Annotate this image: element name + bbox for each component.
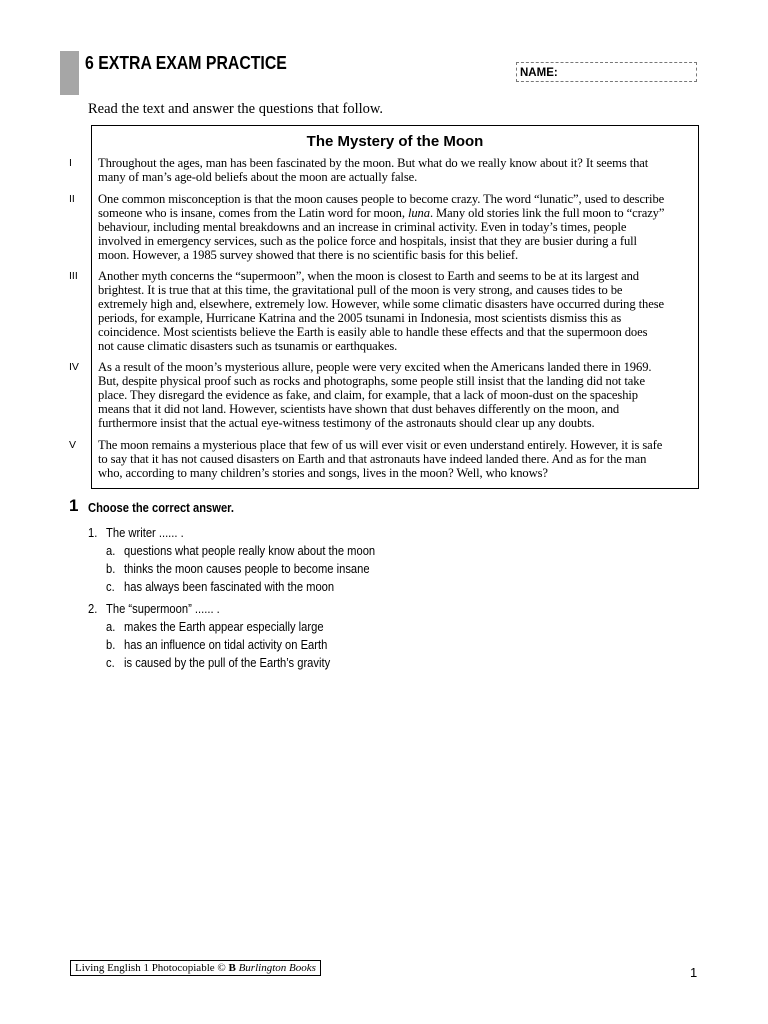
question-number: 1.	[88, 525, 98, 540]
answer-option[interactable]	[106, 637, 327, 652]
paragraph-5	[98, 438, 694, 480]
paragraph-line: place. They disregard the evidence as fake, and claim, for example, that a lack of moon-dust on the spaceship	[98, 388, 638, 402]
question-number: 2.	[88, 601, 98, 616]
question-stem: The “supermoon” ...... .	[106, 601, 220, 616]
italic-word: luna	[407, 206, 430, 220]
paragraph-numeral: II	[69, 193, 75, 205]
paragraph-line: many of man’s age-old beliefs about the moon are actually false.	[98, 170, 418, 184]
name-label: NAME:	[520, 67, 558, 79]
publisher-name: Burlington Books	[238, 962, 316, 974]
line-text: . Many old stories link the full moon to “crazy”	[429, 206, 665, 220]
paragraph-line: As a result of the moon’s mysterious allure, people were very excited when the Americans landed there in 1969.	[98, 360, 652, 374]
paragraph-line: periods, for example, Hurricane Katrina and the 2005 tsunami in Indonesia, most scientists dismiss this as	[98, 311, 622, 325]
option-letter: a.	[106, 619, 116, 634]
paragraph-2	[98, 192, 694, 262]
paragraph-1	[98, 156, 694, 184]
answer-option[interactable]	[106, 579, 334, 594]
exercise-number: 1	[69, 496, 79, 515]
paragraph-line: involved in emergency services, such as the police force and hospitals, insist that they are busier during a full	[98, 234, 637, 248]
paragraph-line: who, according to many children’s stories and songs, lives in the moon? Well, who knows?	[98, 466, 548, 480]
paragraph-line: Another myth concerns the “supermoon”, when the moon is closest to Earth and seems to be at its largest and	[98, 269, 639, 283]
paragraph-4	[98, 360, 694, 430]
question-2	[88, 601, 220, 616]
paragraph-line: not cause climatic disasters such as tsunamis or earthquakes.	[98, 339, 398, 353]
option-text: has always been fascinated with the moon	[124, 579, 335, 594]
paragraph-line: coincidence. Most scientists believe the Earth is easily able to handle these effects and that the supermoon does	[98, 325, 648, 339]
page-number: 1	[690, 965, 698, 980]
question-1	[88, 525, 184, 540]
paragraph-line: One common misconception is that the moon causes people to become crazy. The word “lunatic”, used to describe	[98, 192, 665, 206]
paragraph-numeral: IV	[69, 361, 79, 373]
paragraph-line: The moon remains a mysterious place that few of us will ever visit or even understand entirely. However, it is safe	[98, 438, 663, 452]
option-letter: a.	[106, 543, 116, 558]
option-text: has an influence on tidal activity on Earth	[124, 637, 328, 652]
paragraph-line: brightest. It is true that at this time, the gravitational pull of the moon is very strong, and causes tides to be	[98, 283, 623, 297]
paragraph-line	[98, 206, 694, 220]
paragraph-line: to say that it has not caused disasters on Earth and that astronauts have indeed landed there. And as for the man	[98, 452, 647, 466]
line-text: someone who is insane, comes from the Latin word for moon,	[98, 206, 408, 220]
answer-option[interactable]	[106, 543, 375, 558]
unit-title: 6 EXTRA EXAM PRACTICE	[85, 53, 287, 73]
text-title: The Mystery of the Moon	[306, 133, 484, 150]
option-text: thinks the moon causes people to become insane	[124, 561, 370, 576]
footer-copyright	[70, 960, 321, 976]
burlington-logo-icon: B	[228, 962, 236, 974]
paragraph-line: extremely high and, elsewhere, extremely low. However, while some climatic disasters have occurred during these	[98, 297, 664, 311]
name-field[interactable]	[516, 62, 697, 82]
option-text: is caused by the pull of the Earth’s gravity	[124, 655, 331, 670]
paragraph-line: Throughout the ages, man has been fascinated by the moon. But what do we really know about it? It seems that	[98, 156, 649, 170]
exercise-instruction: Choose the correct answer.	[88, 500, 235, 515]
paragraph-numeral: III	[69, 270, 78, 282]
option-letter: c.	[106, 655, 115, 670]
answer-option[interactable]	[106, 561, 370, 576]
section-color-bar	[60, 51, 79, 95]
option-letter: b.	[106, 561, 116, 576]
footer-text: Living English 1 Photocopiable ©	[75, 962, 229, 974]
answer-option[interactable]	[106, 619, 324, 634]
paragraph-numeral: V	[69, 439, 77, 451]
paragraph-line: moon. However, a 1985 survey showed that there is no scientific basis for this belief.	[98, 248, 519, 262]
option-text: questions what people really know about the moon	[124, 543, 376, 558]
paragraph-line: furthermore insist that the actual eye-witness testimony of the astronauts should clear up any doubts.	[98, 416, 595, 430]
option-text: makes the Earth appear especially large	[124, 619, 324, 634]
paragraph-3	[98, 269, 694, 353]
reading-instructions: Read the text and answer the questions that follow.	[88, 101, 384, 117]
paragraph-line: But, despite physical proof such as rocks and photographs, some people still insist that the landing did not take	[98, 374, 645, 388]
answer-option[interactable]	[106, 655, 330, 670]
paragraph-line: means that it did not land. However, scientists have shown that dust behaves differently on the moon, and	[98, 402, 620, 416]
option-letter: b.	[106, 637, 116, 652]
paragraph-numeral: I	[69, 157, 72, 169]
paragraph-line: behaviour, including mental breakdowns and an increase in criminal activity. Even in today’s times, people	[98, 220, 627, 234]
question-stem: The writer ...... .	[106, 525, 184, 540]
option-letter: c.	[106, 579, 115, 594]
